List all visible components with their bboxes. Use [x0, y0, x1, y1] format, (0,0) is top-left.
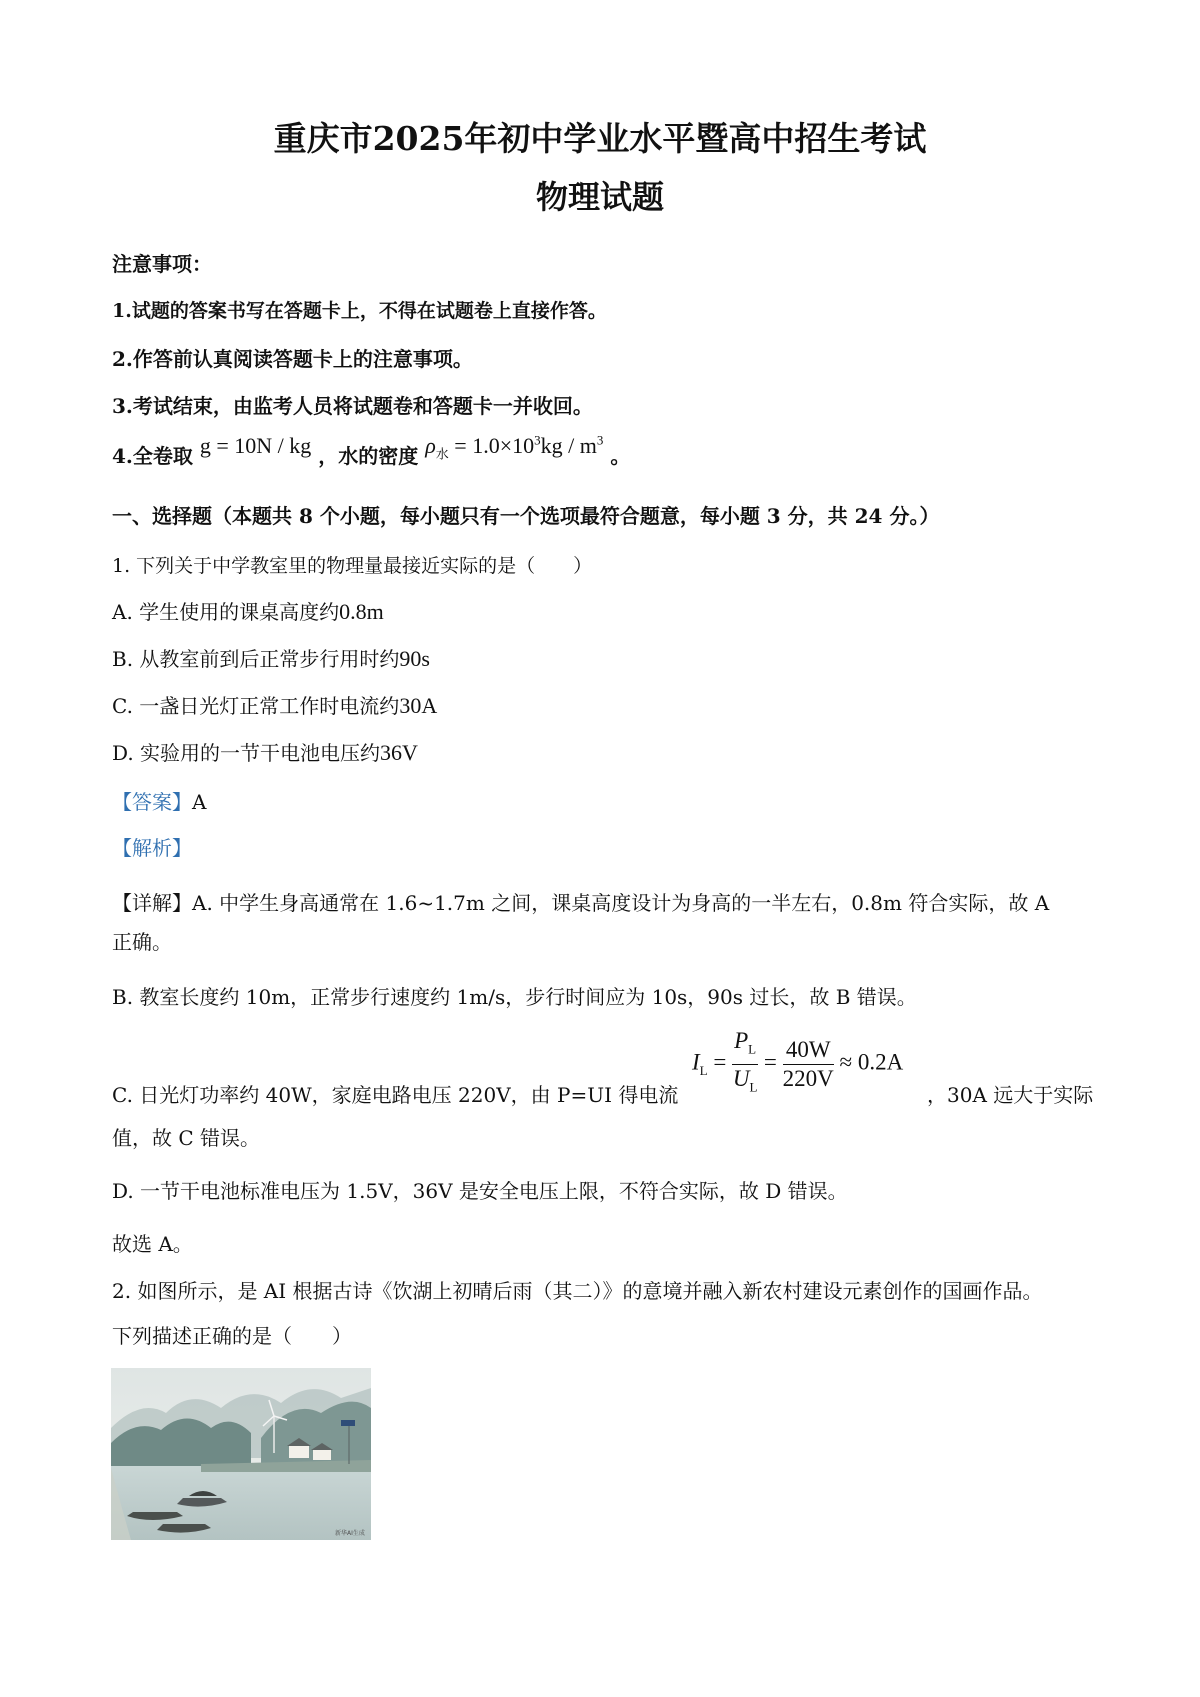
rho-subscript: 水 [435, 446, 449, 462]
q1-stem: 1. 下列关于中学教室里的物理量最接近实际的是（ ） [112, 555, 593, 577]
image-caption: 新华AI生成 [335, 1530, 365, 1537]
q1-option-d [112, 737, 418, 766]
chinese-painting-image [111, 1368, 371, 1540]
note-item-3: 3.考试结束，由监考人员将试题卷和答题卡一并收回。 [112, 394, 593, 418]
formula-fraction-symbolic [732, 1027, 758, 1101]
detail-c-suffix: ，30A 远大于实际 [927, 1083, 1094, 1107]
answer-value: A [192, 790, 207, 814]
formula-num1: P [734, 1028, 749, 1053]
page-subtitle: 物理试题 [535, 178, 664, 216]
painting-svg [111, 1368, 371, 1540]
detail-c-line2: 值，故 C 错误。 [112, 1126, 261, 1150]
q1-option-a-value: 0.8m [339, 599, 384, 624]
lake [111, 1466, 371, 1540]
analysis-tag: 【解析】 [112, 836, 192, 860]
formula-lhs-sub: L [699, 1062, 708, 1078]
note-item-4-mid: ，水的密度 [318, 444, 419, 468]
formula-den2: 220V [782, 1065, 834, 1091]
note-item-4-prefix: 4.全卷取 [112, 444, 193, 468]
formula-num1-sub: L [748, 1041, 757, 1057]
house-2 [313, 1450, 331, 1460]
detail-d: D. 一节干电池标准电压为 1.5V，36V 是安全电压上限，不符合实际，故 D 错误。 [112, 1179, 848, 1203]
detail-a-line1 [112, 887, 1049, 916]
detail-a-line2: 正确。 [112, 930, 172, 954]
formula-den1-sub: L [749, 1079, 758, 1095]
formula-den1: U [732, 1065, 750, 1091]
rho-unit: kg / m [540, 433, 597, 458]
q1-option-b [112, 643, 430, 672]
detail-c-prefix: C. 日光灯功率约 40W，家庭电路电压 220V，由 P=UI 得电流 [112, 1083, 679, 1107]
formula-fraction-numeric [783, 1036, 834, 1093]
detail-tag: 【详解】 [112, 891, 192, 915]
gravity-constant: g = 10N / kg [199, 433, 312, 458]
section-heading: 一、选择题（本题共 8 个小题，每小题只有一个选项最符合题意，每小题 3 分，共 24 分。） [112, 504, 940, 528]
solar-panel [341, 1420, 355, 1426]
notes-heading: 注意事项： [112, 252, 212, 276]
answer-tag: 【答案】 [112, 790, 192, 814]
q1-option-c [112, 690, 437, 719]
q1-option-a [112, 596, 384, 625]
current-formula: $I_L$ = $\frac{P_L}{U_L}$ = $\frac{40W}{220V}$ ≈ 0.2A [692, 1027, 903, 1101]
q1-conclusion: 故选 A。 [112, 1232, 193, 1256]
formula-result: ≈ 0.2A [839, 1049, 904, 1075]
q2-stem-line1: 2. 如图所示，是 AI 根据古诗《饮湖上初晴后雨（其二）》的意境并融入新农村建设元素创作的国画作品。 [112, 1279, 1043, 1303]
q1-option-a-label: A. 学生使用的课桌高度约 [112, 600, 340, 624]
detail-a-text: A. 中学生身高通常在 1.6~1.7m 之间，课桌高度设计为身高的一半左右，0.8m 符合实际，故 A [192, 891, 1050, 915]
note-item-4-end: 。 [610, 444, 631, 468]
q1-option-c-label: C. 一盏日光灯正常工作时电流约 [112, 694, 400, 718]
q1-option-d-value: 36V [380, 740, 418, 765]
water-density-formula [425, 432, 604, 462]
q2-stem-line2: 下列描述正确的是（ ） [112, 1324, 352, 1348]
q1-option-c-value: 30A [399, 693, 438, 718]
detail-b: B. 教室长度约 10m，正常步行速度约 1m/s，步行时间应为 10s，90s 过长，故 B 错误。 [112, 985, 917, 1009]
q1-option-b-value: 90s [399, 646, 430, 671]
note-item-2: 2.作答前认真阅读答题卡上的注意事项。 [112, 347, 473, 371]
note-item-4 [112, 432, 631, 472]
note-item-1: 1.试题的答案书写在答题卡上，不得在试题卷上直接作答。 [112, 300, 607, 322]
rho-exponent: 3 [534, 432, 541, 448]
formula-lhs: I [692, 1049, 700, 1075]
house-1 [289, 1446, 309, 1458]
formula-num2: 40W [783, 1036, 834, 1065]
q1-option-b-label: B. 从教室前到后正常步行用时约 [112, 647, 400, 671]
q1-answer [112, 786, 206, 815]
page-title: 重庆市2025年初中学业水平暨高中招生考试 [273, 119, 927, 158]
rho-symbol: ρ [425, 433, 436, 458]
rho-value: = 1.0×10 [454, 433, 535, 458]
q1-option-d-label: D. 实验用的一节干电池电压约 [112, 741, 381, 765]
rho-unit-exponent: 3 [596, 432, 604, 448]
